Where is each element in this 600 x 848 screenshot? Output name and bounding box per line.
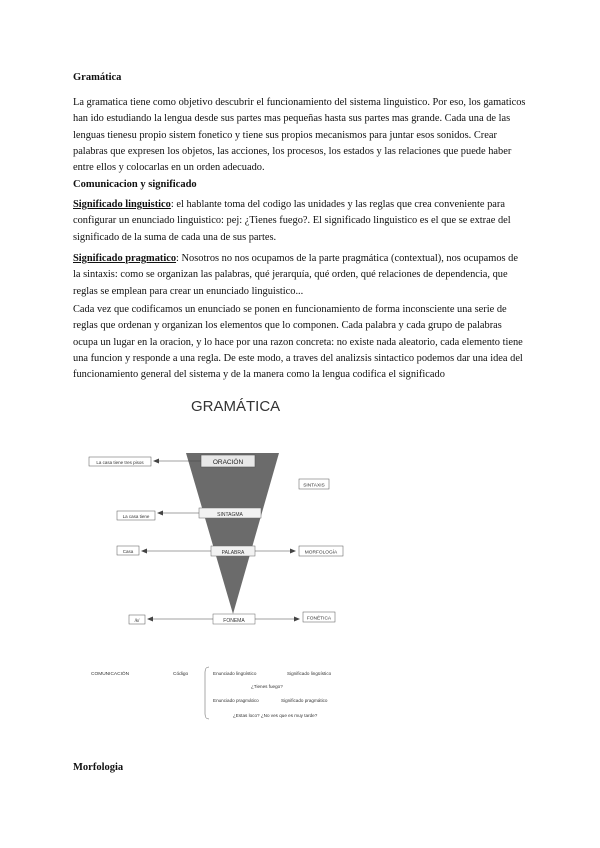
level-sintagma: SINTAGMA bbox=[217, 512, 243, 518]
example-sintagma: La casa tiene bbox=[122, 514, 150, 519]
example-fonema: /k/ bbox=[134, 618, 140, 623]
arrowhead-fonetica bbox=[294, 617, 300, 622]
paragraph-codificacion: Cada vez que codificamos un enunciado se ponen en funcionamiento de forma inconsciente una serie de reglas que ordenan y organizan los elementos que lo componen. Cada palabra y cada grupo de palabras ocupa un lugar en la oracion, y lo hace por una razon concreta: no existe nada aleatorio, cada elemento tiene una funcion y responde a una regla. De este modo, a traves del analizsis sintactico podemos dar una idea del funcionamiento general del sistema y de la manera como la lengua codifica el significado bbox=[73, 304, 523, 381]
example-oracion: La casa tiene tres pisos bbox=[96, 460, 144, 465]
paragraph-gramatica: La gramatica tiene como objetivo descubrir el funcionamiento del sistema linguistico. Por eso, los gamaticos han ido estudiando la lengua desde sus partes mas pequeñas hasta sus partes mas grande. Cada una de las lenguas tienesu propio sistem fonetico y tiene sus propios mecanismos para juntar esos sonidos. Crear palabras que expresen los objetos, las acciones, los procesos, los estados y las relaciones que puede haber entre ellos y colocarlas en un orden adecuado. bbox=[73, 97, 526, 174]
bottom-example-2: ¿Estas loco? ¿No ves que es muy tarde? bbox=[233, 713, 318, 718]
level-oracion: ORACIÓN bbox=[212, 459, 244, 466]
bottom-comunicacion: COMUNICACIÓN bbox=[91, 672, 130, 677]
arrowhead-morfologia bbox=[290, 549, 296, 554]
paragraph-significado-linguistico bbox=[73, 197, 528, 246]
label-morfologia: MORFOLOGÍA bbox=[304, 550, 338, 556]
bottom-example-1: ¿Tienes fuego? bbox=[251, 684, 283, 689]
gramatica-diagram bbox=[73, 378, 373, 728]
pyramid-shape bbox=[186, 453, 279, 614]
bottom-codigo: Código bbox=[173, 672, 189, 677]
diagram-title: GRAMÁTICA bbox=[191, 398, 281, 415]
term-significado-pragmatico: Significado pragmatico bbox=[73, 253, 177, 264]
arrowhead-oracion-left bbox=[153, 459, 159, 464]
arrowhead-palabra-left bbox=[141, 549, 147, 554]
bottom-enunciado-linguistico: Enunciado lingüístico bbox=[213, 671, 257, 676]
arrowhead-sintagma-left bbox=[157, 511, 163, 516]
bottom-enunciado-pragmatico: Enunciado pragmático bbox=[213, 698, 259, 703]
heading-morfologia: Morfologia bbox=[73, 762, 124, 773]
heading-comunicacion: Comunicacion y significado bbox=[73, 179, 197, 190]
level-fonema: FONEMA bbox=[223, 618, 245, 624]
text-significado-linguistico: : el hablante toma del codigo las unidades y las reglas que crea conveniente para configurar un enunciado linguistico: pej: ¿Tienes fuego?. El significado linguistico es el que se extrae del significado de la suma de cada una de sus partes. bbox=[73, 199, 511, 243]
arrowhead-fonema-left bbox=[147, 617, 153, 622]
bottom-bracket bbox=[205, 667, 209, 719]
text-significado-pragmatico: : Nosotros no nos ocupamos de la parte pragmática (contextual), nos ocupamos de la sintaxis: como se organizan las palabras, qué jerarquía, qué orden, qué relaciones de dependencia, que reglas se emplean para crear un enunciado linguistico... bbox=[73, 253, 518, 297]
term-significado-linguistico: Significado linguistico bbox=[73, 199, 171, 210]
level-palabra: PALABRA bbox=[221, 550, 245, 556]
label-sintaxis: SINTAXIS bbox=[303, 483, 325, 489]
paragraph-significado-pragmatico bbox=[73, 251, 528, 300]
label-fonetica: FONÉTICA bbox=[306, 616, 332, 622]
bottom-significado-linguistico: Significado lingüístico bbox=[287, 671, 332, 676]
bottom-significado-pragmatico: Significado pragmático bbox=[281, 698, 328, 703]
heading-gramatica: Gramática bbox=[73, 72, 122, 83]
example-palabra: Casa bbox=[122, 549, 134, 554]
